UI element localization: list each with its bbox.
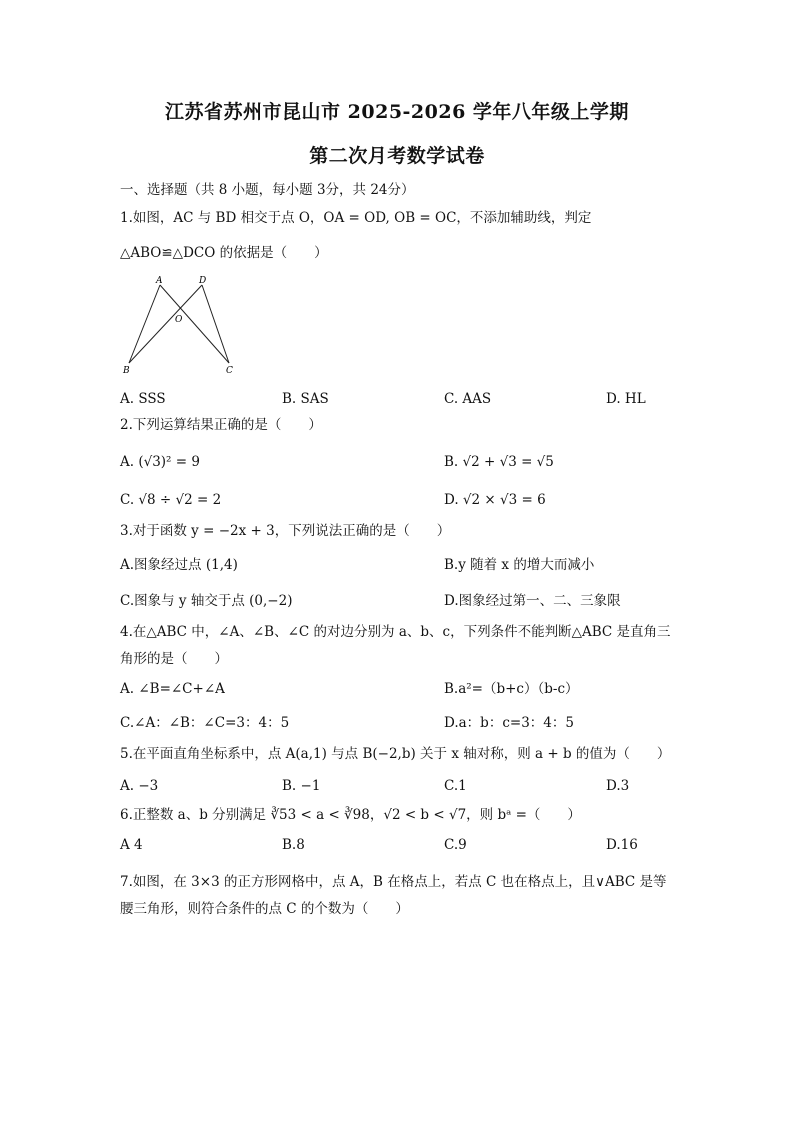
q7-stem-line2: 腰三角形，则符合条件的点 C 的个数为（ ） <box>120 901 409 917</box>
q1-stem-line2: △ABO≌△DCO 的依据是（ ） <box>120 245 328 261</box>
q1-option-b: B. SAS <box>282 391 329 407</box>
q1-line-DB <box>129 285 202 363</box>
q1-option-c: C. AAS <box>444 391 492 407</box>
exam-title-line1: 江苏省苏州市昆山市 2025-2026 学年八年级上学期 <box>165 101 629 123</box>
q1-line-DC <box>202 285 229 363</box>
q4-stem-line1: 4.在△ABC 中，∠A、∠B、∠C 的对边分别为 a、b、c，下列条件不能判断△ABC 是直角三 <box>120 624 671 640</box>
q1-label-O: O <box>175 315 183 325</box>
q6-option-a: A 4 <box>120 837 143 853</box>
q1-line-AB <box>129 285 160 363</box>
q4-option-a: A. ∠B=∠C+∠A <box>120 681 225 697</box>
q4-option-c: C.∠A：∠B：∠C=3：4：5 <box>120 715 290 731</box>
q7-stem-line1: 7.如图，在 3×3 的正方形网格中，点 A，B 在格点上，若点 C 也在格点上，且∨ABC 是等 <box>120 874 667 890</box>
q2-option-d: D. √2 × √3 = 6 <box>444 492 546 508</box>
exam-title-line2: 第二次月考数学试卷 <box>309 145 485 167</box>
q4-option-b: B.a²=（b+c）（b-c） <box>444 681 579 697</box>
q2-option-a: A. (√3)² = 9 <box>120 454 200 470</box>
q1-option-a: A. SSS <box>120 391 166 407</box>
q1-label-B: B <box>123 366 130 376</box>
q3-stem: 3.对于函数 y = −2x + 3，下列说法正确的是（ ） <box>120 523 451 539</box>
q1-stem-line1: 1.如图，AC 与 BD 相交于点 O，OA = OD, OB = OC，不添加辅助线，判定 <box>120 210 592 226</box>
q3-option-a: A.图象经过点 (1,4) <box>120 557 238 573</box>
q1-line-AC <box>160 285 229 363</box>
q5-option-d: D.3 <box>606 778 630 794</box>
q5-option-c: C.1 <box>444 778 467 794</box>
section-heading: 一、选择题（共 8 小题，每小题 3分，共 24分） <box>120 182 415 198</box>
q1-option-d: D. HL <box>606 391 646 407</box>
q1-label-D: D <box>199 276 207 286</box>
q4-option-d: D.a：b：c=3：4：5 <box>444 715 574 731</box>
q6-stem: 6.正整数 a、b 分别满足 ∛53 < a < ∛98，√2 < b < √7，则 bᵃ =（ ） <box>120 807 581 823</box>
q3-option-c: C.图象与 y 轴交于点 (0,−2) <box>120 593 293 609</box>
q1-figure <box>118 274 243 378</box>
q5-option-b: B. −1 <box>282 778 321 794</box>
q3-option-b: B.y 随着 x 的增大而减小 <box>444 557 595 573</box>
q6-option-b: B.8 <box>282 837 305 853</box>
q2-option-c: C. √8 ÷ √2 = 2 <box>120 492 222 508</box>
q5-stem: 5.在平面直角坐标系中，点 A(a,1) 与点 B(−2,b) 关于 x 轴对称，则 a + b 的值为（ ） <box>120 746 671 762</box>
q6-option-d: D.16 <box>606 837 638 853</box>
q2-stem: 2.下列运算结果正确的是（ ） <box>120 417 322 433</box>
q1-label-C: C <box>226 366 233 376</box>
q3-option-d: D.图象经过第一、二、三象限 <box>444 593 621 609</box>
q2-option-b: B. √2 + √3 = √5 <box>444 454 554 470</box>
q6-option-c: C.9 <box>444 837 467 853</box>
q1-label-A: A <box>156 276 163 286</box>
q5-option-a: A. −3 <box>120 778 159 794</box>
q4-stem-line2: 角形的是（ ） <box>120 651 228 667</box>
